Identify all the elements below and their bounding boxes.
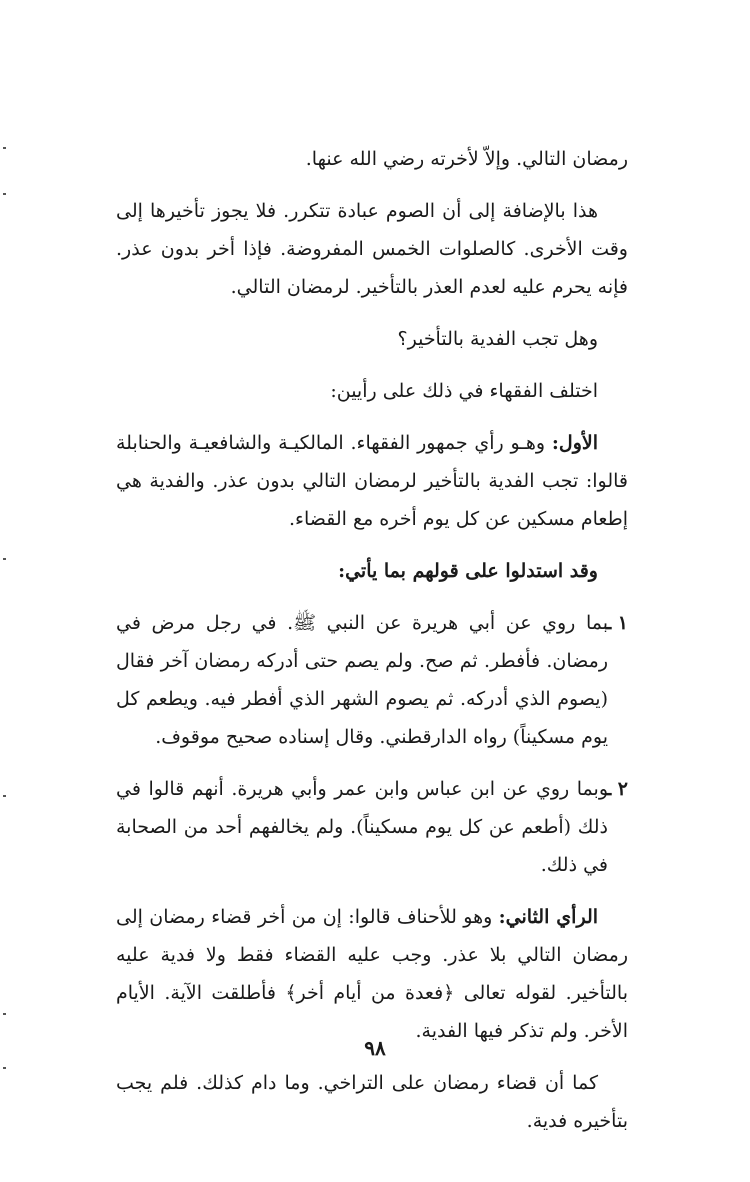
- first-opinion-heading: الأول:: [551, 432, 598, 454]
- margin-mark: [3, 795, 6, 797]
- page-number: ٩٨: [364, 1036, 386, 1060]
- list-item-text: بما روي عن أبي هريرة عن النبي ﷺ. في رجل مرض في رمضان. فأفطر. ثم صح. ولم يصم حتى أدركه رمضان آخر فقال (يصوم الذي أدركه. ثم يصوم الشهر الذي أفطر فيه. ويطعم كل يوم مسكيناً) رواه الدارقطني. وقال إسناده صحيح موقوف.: [116, 612, 608, 748]
- paragraph-continuation: رمضان التالي. وإلاّ لأخرته رضي الله عنها.: [305, 148, 628, 170]
- margin-mark: [3, 193, 6, 195]
- paragraph-conclusion: كما أن قضاء رمضان على التراخي. وما دام كذلك. فلم يجب بتأخيره فدية.: [116, 1072, 628, 1132]
- paragraph-evidence-heading: وقد استدلوا على قولهم بما يأتي:: [338, 560, 598, 582]
- list-item-text: وبما روي عن ابن عباس وابن عمر وأبي هريرة. أنهم قالوا في ذلك (أطعم عن كل يوم مسكيناً). ولم يخالفهم أحد من الصحابة في ذلك.: [116, 778, 608, 876]
- second-opinion-heading: الرأي الثاني:: [498, 906, 599, 928]
- list-item: [116, 604, 628, 756]
- margin-mark: [3, 1013, 6, 1015]
- book-page-body: [116, 140, 628, 1140]
- paragraph-disagreement: اختلف الفقهاء في ذلك على رأيين:: [330, 380, 598, 402]
- margin-mark: [3, 1067, 6, 1069]
- list-item-number: ١ ـ: [605, 612, 628, 634]
- second-opinion-text: وهو للأحناف قالوا: إن من أخر قضاء رمضان إلى رمضان التالي بلا عذر. وجب عليه القضاء فقط ولا فدية عليه بالتأخير. لقوله تعالى ﴿فعدة من أيام أخر﴾ فأطلقت الآية. الأيام الأخر. ولم تذكر فيها الفدية.: [116, 906, 628, 1042]
- list-item: [116, 770, 628, 884]
- paragraph-worship-repetition: هذا بالإضافة إلى أن الصوم عبادة تتكرر. فلا يجوز تأخيرها إلى وقت الأخرى. كالصلوات الخمس المفروضة. فإذا أخر بدون عذر. فإنه يحرم عليه لعدم العذر بالتأخير. لرمضان التالي.: [116, 200, 628, 298]
- margin-mark: [3, 147, 6, 149]
- paragraph-question: وهل تجب الفدية بالتأخير؟: [397, 328, 598, 350]
- paragraph-first-opinion: [116, 424, 628, 538]
- margin-mark: [3, 558, 6, 560]
- paragraph-second-opinion: [116, 898, 628, 1050]
- list-item-number: ٢ ـ: [605, 778, 628, 800]
- first-opinion-text: وهـو رأي جمهور الفقهاء. المالكيـة والشافعيـة والحنابلة قالوا: تجب الفدية بالتأخير لرمضان التالي بدون عذر. والفدية هي إطعام مسكين عن كل يوم أخره مع القضاء.: [116, 432, 629, 530]
